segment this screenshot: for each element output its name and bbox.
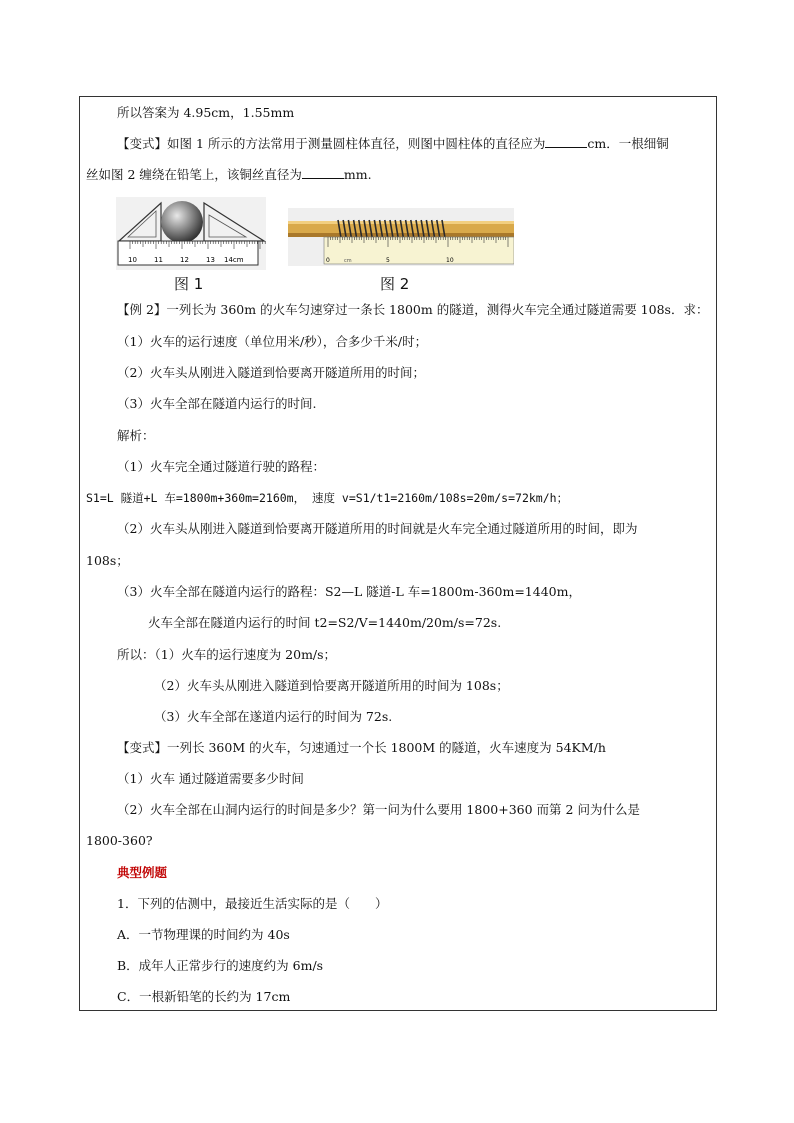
analysis-formula-1: S1=L 隧道+L 车=1800m+360m=2160m， 速度 v=S1/t1=2160m/108s=20m/s=72km/h；: [86, 491, 569, 505]
analysis-step-2-cont: 108s；: [86, 553, 129, 568]
svg-text:5: 5: [386, 257, 390, 264]
figure-2-image: [288, 208, 514, 266]
variant-2-part-2-cont: 1800-360?: [86, 833, 153, 848]
conclusion-2: （2）火车头从刚进入隧道到恰要离开隧道所用的时间为 108s；: [154, 678, 509, 693]
mcq-option-c: C．一根新铅笔的长约为 17cm: [117, 989, 291, 1004]
svg-text:0: 0: [326, 257, 330, 264]
analysis-heading: 解析：: [117, 428, 155, 443]
svg-text:13: 13: [206, 256, 215, 264]
analysis-step-3: （3）火车全部在隧道内运行的路程：S2—L 隧道-L 车=1800m-360m=1440m，: [117, 584, 581, 599]
conclusion-1: 所以：（1）火车的运行速度为 20m/s；: [117, 647, 337, 662]
answer-line: 所以答案为 4.95cm，1.55mm: [117, 105, 295, 120]
figure-2-caption: 图 2: [380, 275, 410, 293]
svg-text:11: 11: [154, 256, 163, 264]
analysis-step-1: （1）火车完全通过隧道行驶的路程：: [117, 459, 325, 474]
question-part-3: （3）火车全部在隧道内运行的时间.: [117, 396, 317, 411]
figure-1-image: [116, 197, 266, 270]
answer-blank-2: [302, 166, 344, 179]
variant-2-part-1: （1）火车 通过隧道需要多少时间: [117, 771, 304, 786]
example-2-question: 【例 2】一列长为 360m 的火车匀速穿过一条长 1800m 的隧道，测得火车完全通过隧道需要 108s．求：: [117, 302, 709, 317]
sphere-icon: [161, 201, 203, 243]
question-part-1: （1）火车的运行速度（单位用米/秒），合多少千米/时；: [117, 334, 428, 349]
svg-text:10: 10: [128, 256, 137, 264]
answer-blank-1: [545, 135, 587, 148]
svg-text:10: 10: [446, 257, 454, 264]
conclusion-3: （3）火车全部在遂道内运行的时间为 72s.: [154, 709, 393, 724]
analysis-step-2: （2）火车头从刚进入隧道到恰要离开隧道所用的时间就是火车完全通过隧道所用的时间，即为: [117, 521, 638, 536]
mcq-option-a: A．一节物理课的时间约为 40s: [117, 927, 290, 942]
variant-question-line-1: 【变式】如图 1 所示的方法常用于测量圆柱体直径，则图中圆柱体的直径应为 cm．一根细铜: [117, 136, 669, 151]
svg-text:14cm: 14cm: [224, 256, 244, 264]
figure-1-caption: 图 1: [174, 275, 204, 293]
mcq-question-1: 1．下列的估测中，最接近生活实际的是（ ）: [117, 896, 388, 911]
variant-2-question: 【变式】一列长 360M 的火车，匀速通过一个长 1800M 的隧道，火车速度为 54KM/h: [117, 740, 606, 755]
mcq-option-b: B．成年人正常步行的速度约为 6m/s: [117, 958, 324, 973]
analysis-step-3-time: 火车全部在隧道内运行的时间 t2=S2/V=1440m/20m/s=72s.: [148, 615, 502, 630]
variant-question-line-2: 丝如图 2 缠绕在铅笔上，该铜丝直径为 mm.: [86, 167, 372, 182]
variant-2-part-2: （2）火车全部在山洞内运行的时间是多少？第一问为什么要用 1800+360 而第 2 问为什么是: [117, 802, 640, 817]
svg-text:12: 12: [180, 256, 189, 264]
svg-text:cm: cm: [344, 258, 352, 264]
section-heading-typical-examples: 典型例题: [117, 865, 168, 880]
question-part-2: （2）火车头从刚进入隧道到恰要离开隧道所用的时间；: [117, 365, 425, 380]
